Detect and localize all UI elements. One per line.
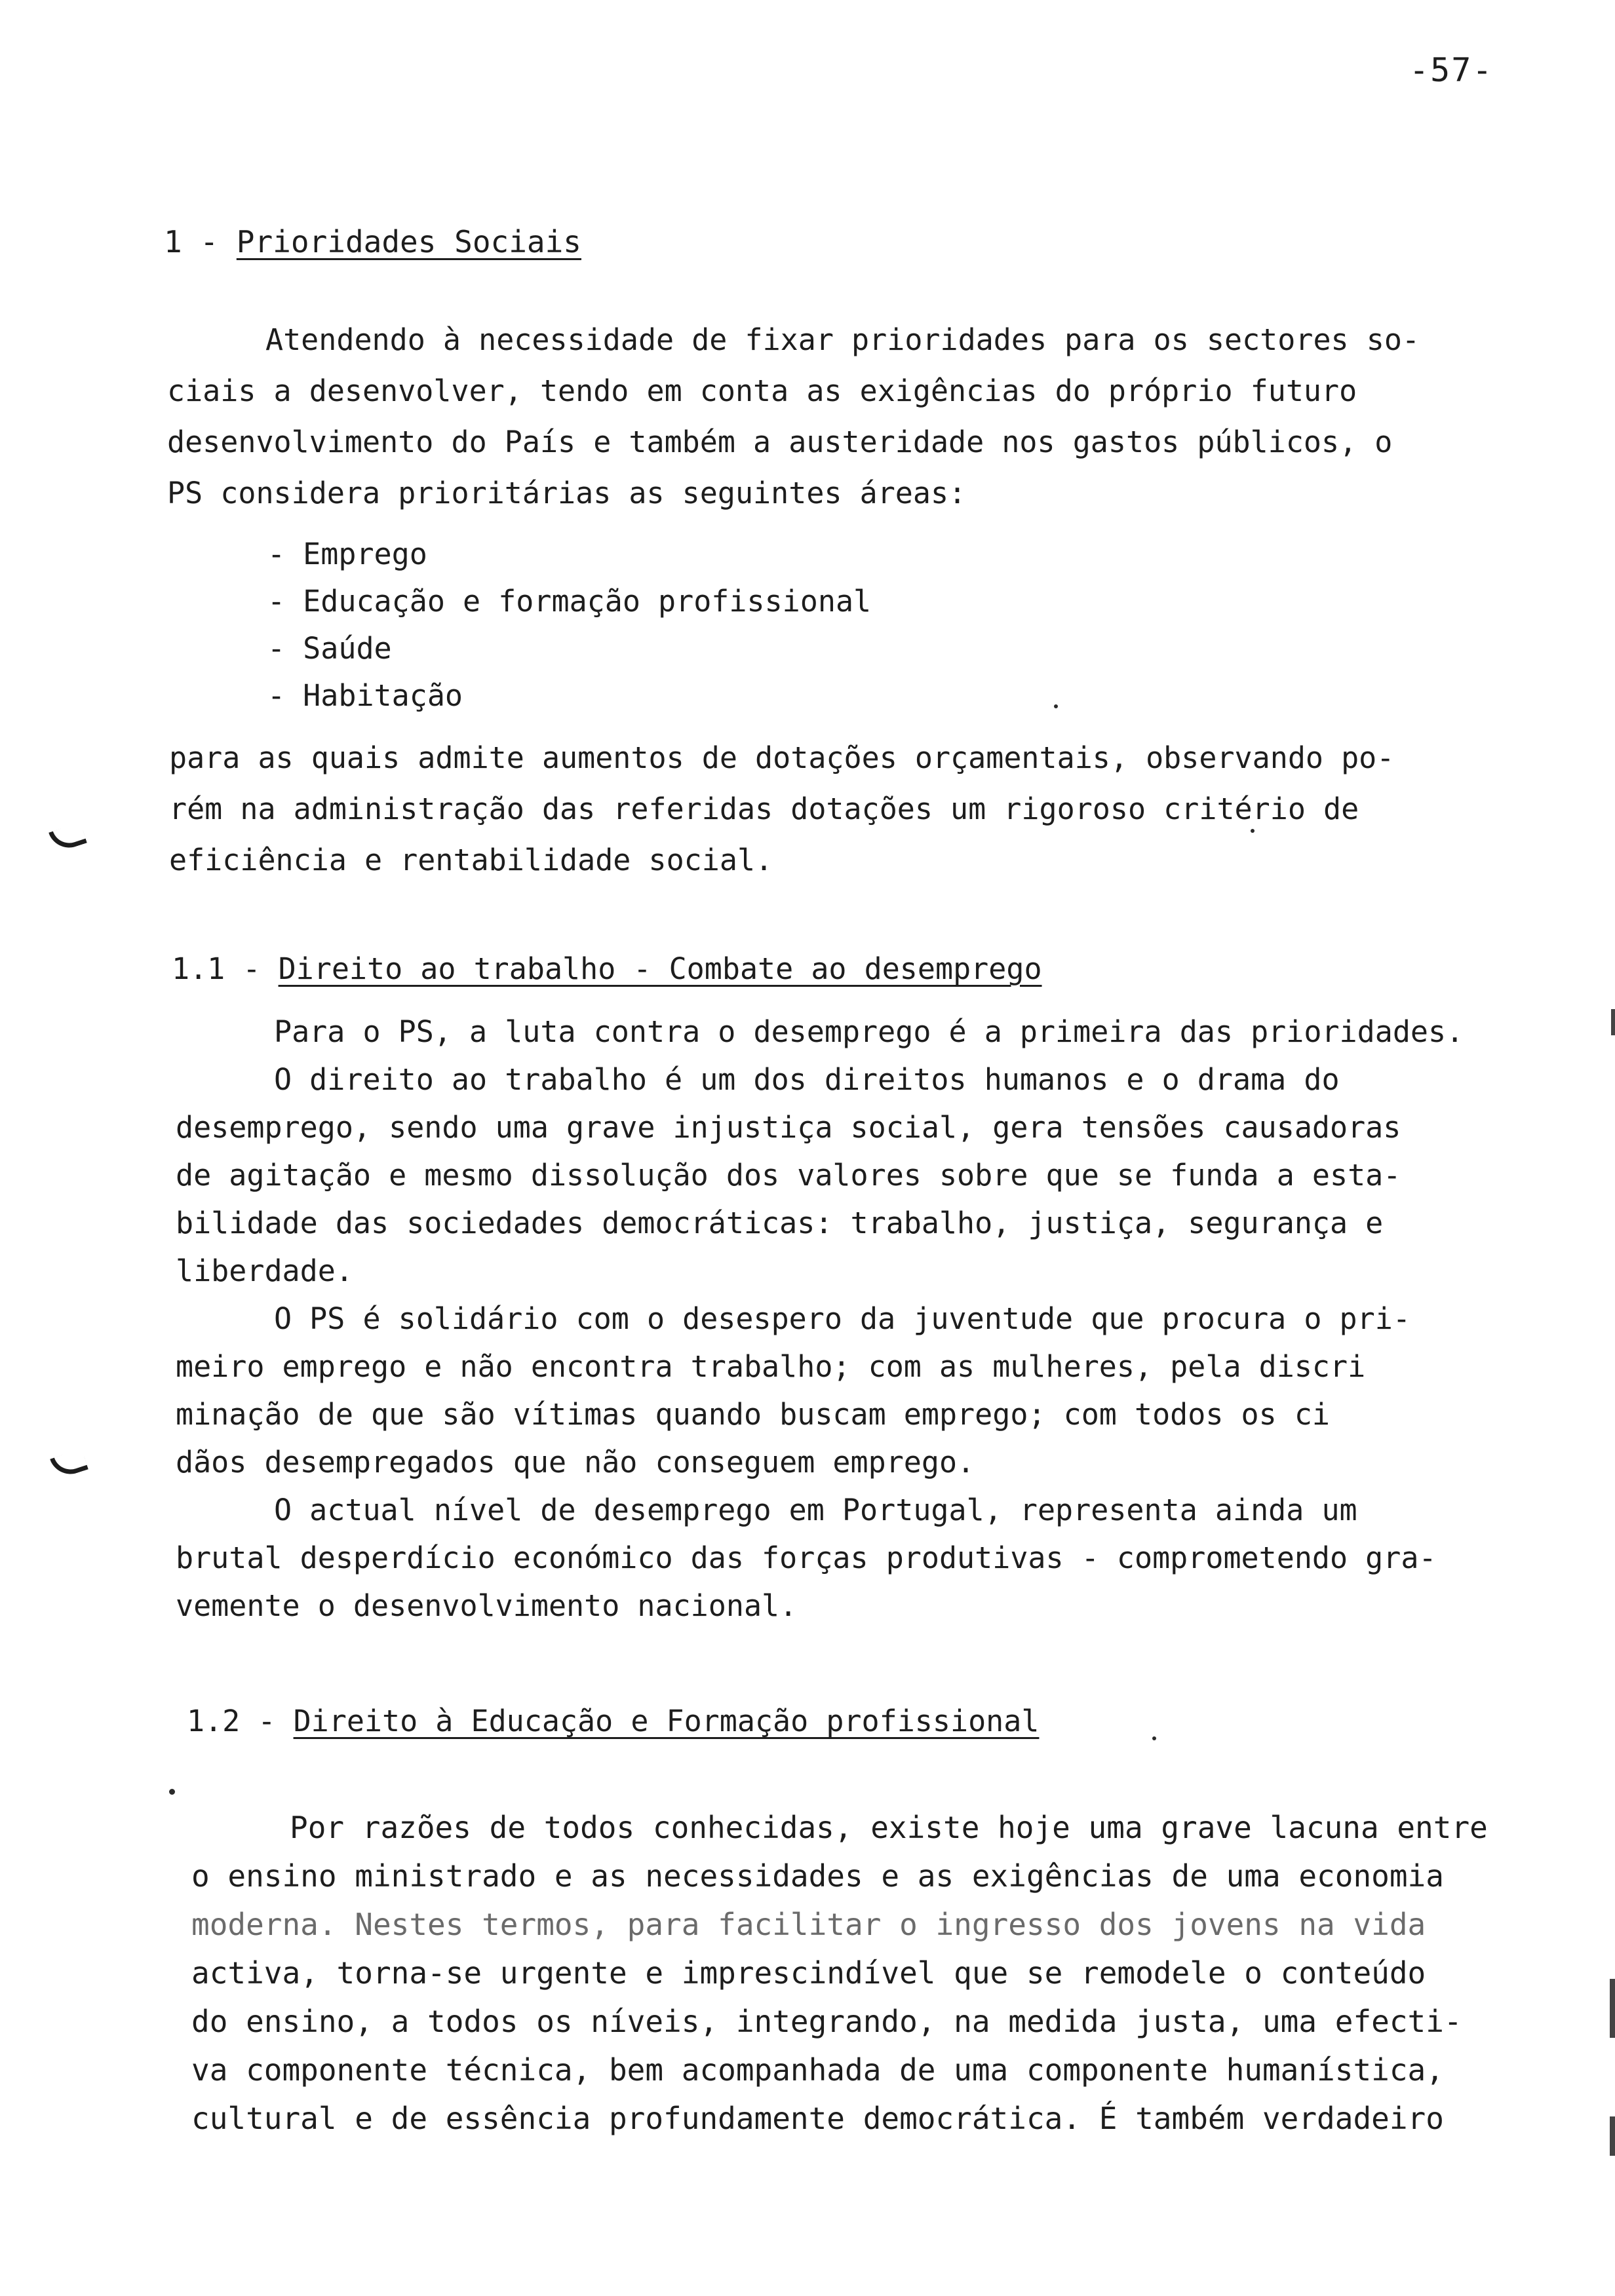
paragraph-line: activa, torna-se urgente e imprescindível que se remodele o conteúdo (191, 1955, 1426, 1991)
paragraph-line: eficiência e rentabilidade social. (169, 843, 773, 877)
after-list-paragraph (169, 733, 1394, 886)
section-1-1-body (176, 1008, 1464, 1630)
paragraph-line: rém na administração das referidas dotações um rigoroso critério de (169, 792, 1359, 826)
paragraph-line: Atendendo à necessidade de fixar prioridades para os sectores so- (265, 322, 1420, 357)
scan-edge-mark (1610, 2116, 1615, 2156)
priority-list (267, 531, 871, 719)
scan-speck (1251, 829, 1255, 833)
scan-speck (1152, 1736, 1156, 1740)
paragraph-line: O actual nível de desemprego em Portugal, representa ainda um (274, 1493, 1357, 1527)
paragraph-line: moderna. Nestes termos, para facilitar o ingresso dos jovens na vida (191, 1907, 1426, 1942)
intro-paragraph (167, 315, 1420, 519)
paragraph-line: liberdade. (176, 1253, 353, 1288)
scan-edge-mark (1610, 1979, 1615, 2038)
paragraph-line: brutal desperdício económico das forças produtivas - comprometendo gra- (176, 1540, 1437, 1575)
paragraph-line: O PS é solidário com o desespero da juventude que procura o pri- (274, 1301, 1411, 1336)
paragraph-line: PS considera prioritárias as seguintes áreas: (167, 476, 967, 510)
paragraph-line: dãos desempregados que não conseguem emprego. (176, 1445, 975, 1480)
heading-section-1-1 (172, 944, 1042, 995)
list-item: - Emprego (267, 537, 427, 571)
section-1-2-body (191, 1803, 1488, 2143)
paragraph-line: desenvolvimento do País e também a austeridade nos gastos públicos, o (167, 425, 1393, 459)
paragraph-line: minação de que são vítimas quando buscam emprego; com todos os ci (176, 1397, 1330, 1432)
heading-title: Prioridades Sociais (236, 224, 581, 259)
paragraph-line: vemente o desenvolvimento nacional. (176, 1588, 798, 1623)
paragraph-line: do ensino, a todos os níveis, integrando, na medida justa, uma efecti- (191, 2004, 1462, 2039)
scan-speck (1054, 704, 1058, 708)
heading-section-1-2 (187, 1696, 1039, 1747)
heading-prioridades-sociais (164, 216, 581, 267)
margin-tick-mark (50, 1449, 88, 1480)
paragraph-line: cultural e de essência profundamente democrática. É também verdadeiro (191, 2101, 1444, 2136)
heading-number: 1 - (164, 224, 219, 259)
page-number: -57- (1409, 51, 1494, 89)
list-item: - Saúde (267, 631, 392, 666)
paragraph-line: para as quais admite aumentos de dotações orçamentais, observando po- (169, 740, 1395, 775)
paragraph-line: Por razões de todos conhecidas, existe hoje uma grave lacuna entre (290, 1810, 1488, 1845)
section-number: 1.2 - (187, 1704, 276, 1738)
paragraph-line: Para o PS, a luta contra o desemprego é a primeira das prioridades. (274, 1014, 1464, 1049)
scan-speck (169, 1789, 175, 1795)
list-item: - Educação e formação profissional (267, 584, 872, 619)
paragraph-line: ciais a desenvolver, tendo em conta as exigências do próprio futuro (167, 373, 1357, 408)
section-number: 1.1 - (172, 951, 261, 986)
section-title: Direito à Educação e Formação profissional (293, 1704, 1040, 1738)
margin-tick-mark (49, 822, 87, 853)
paragraph-line: O direito ao trabalho é um dos direitos humanos e o drama do (274, 1062, 1340, 1097)
scan-edge-mark (1611, 1009, 1615, 1035)
paragraph-line: de agitação e mesmo dissolução dos valores sobre que se funda a esta- (176, 1158, 1401, 1193)
paragraph-line: desemprego, sendo uma grave injustiça social, gera tensões causadoras (176, 1110, 1401, 1145)
paragraph-line: meiro emprego e não encontra trabalho; com as mulheres, pela discri (176, 1349, 1366, 1384)
list-item: - Habitação (267, 678, 463, 713)
paragraph-line: o ensino ministrado e as necessidades e as exigências de uma economia (191, 1858, 1444, 1894)
paragraph-line: bilidade das sociedades democráticas: trabalho, justiça, segurança e (176, 1206, 1384, 1240)
paragraph-line: va componente técnica, bem acompanhada de uma componente humanística, (191, 2052, 1444, 2088)
section-title: Direito ao trabalho - Combate ao desemprego (278, 951, 1042, 986)
